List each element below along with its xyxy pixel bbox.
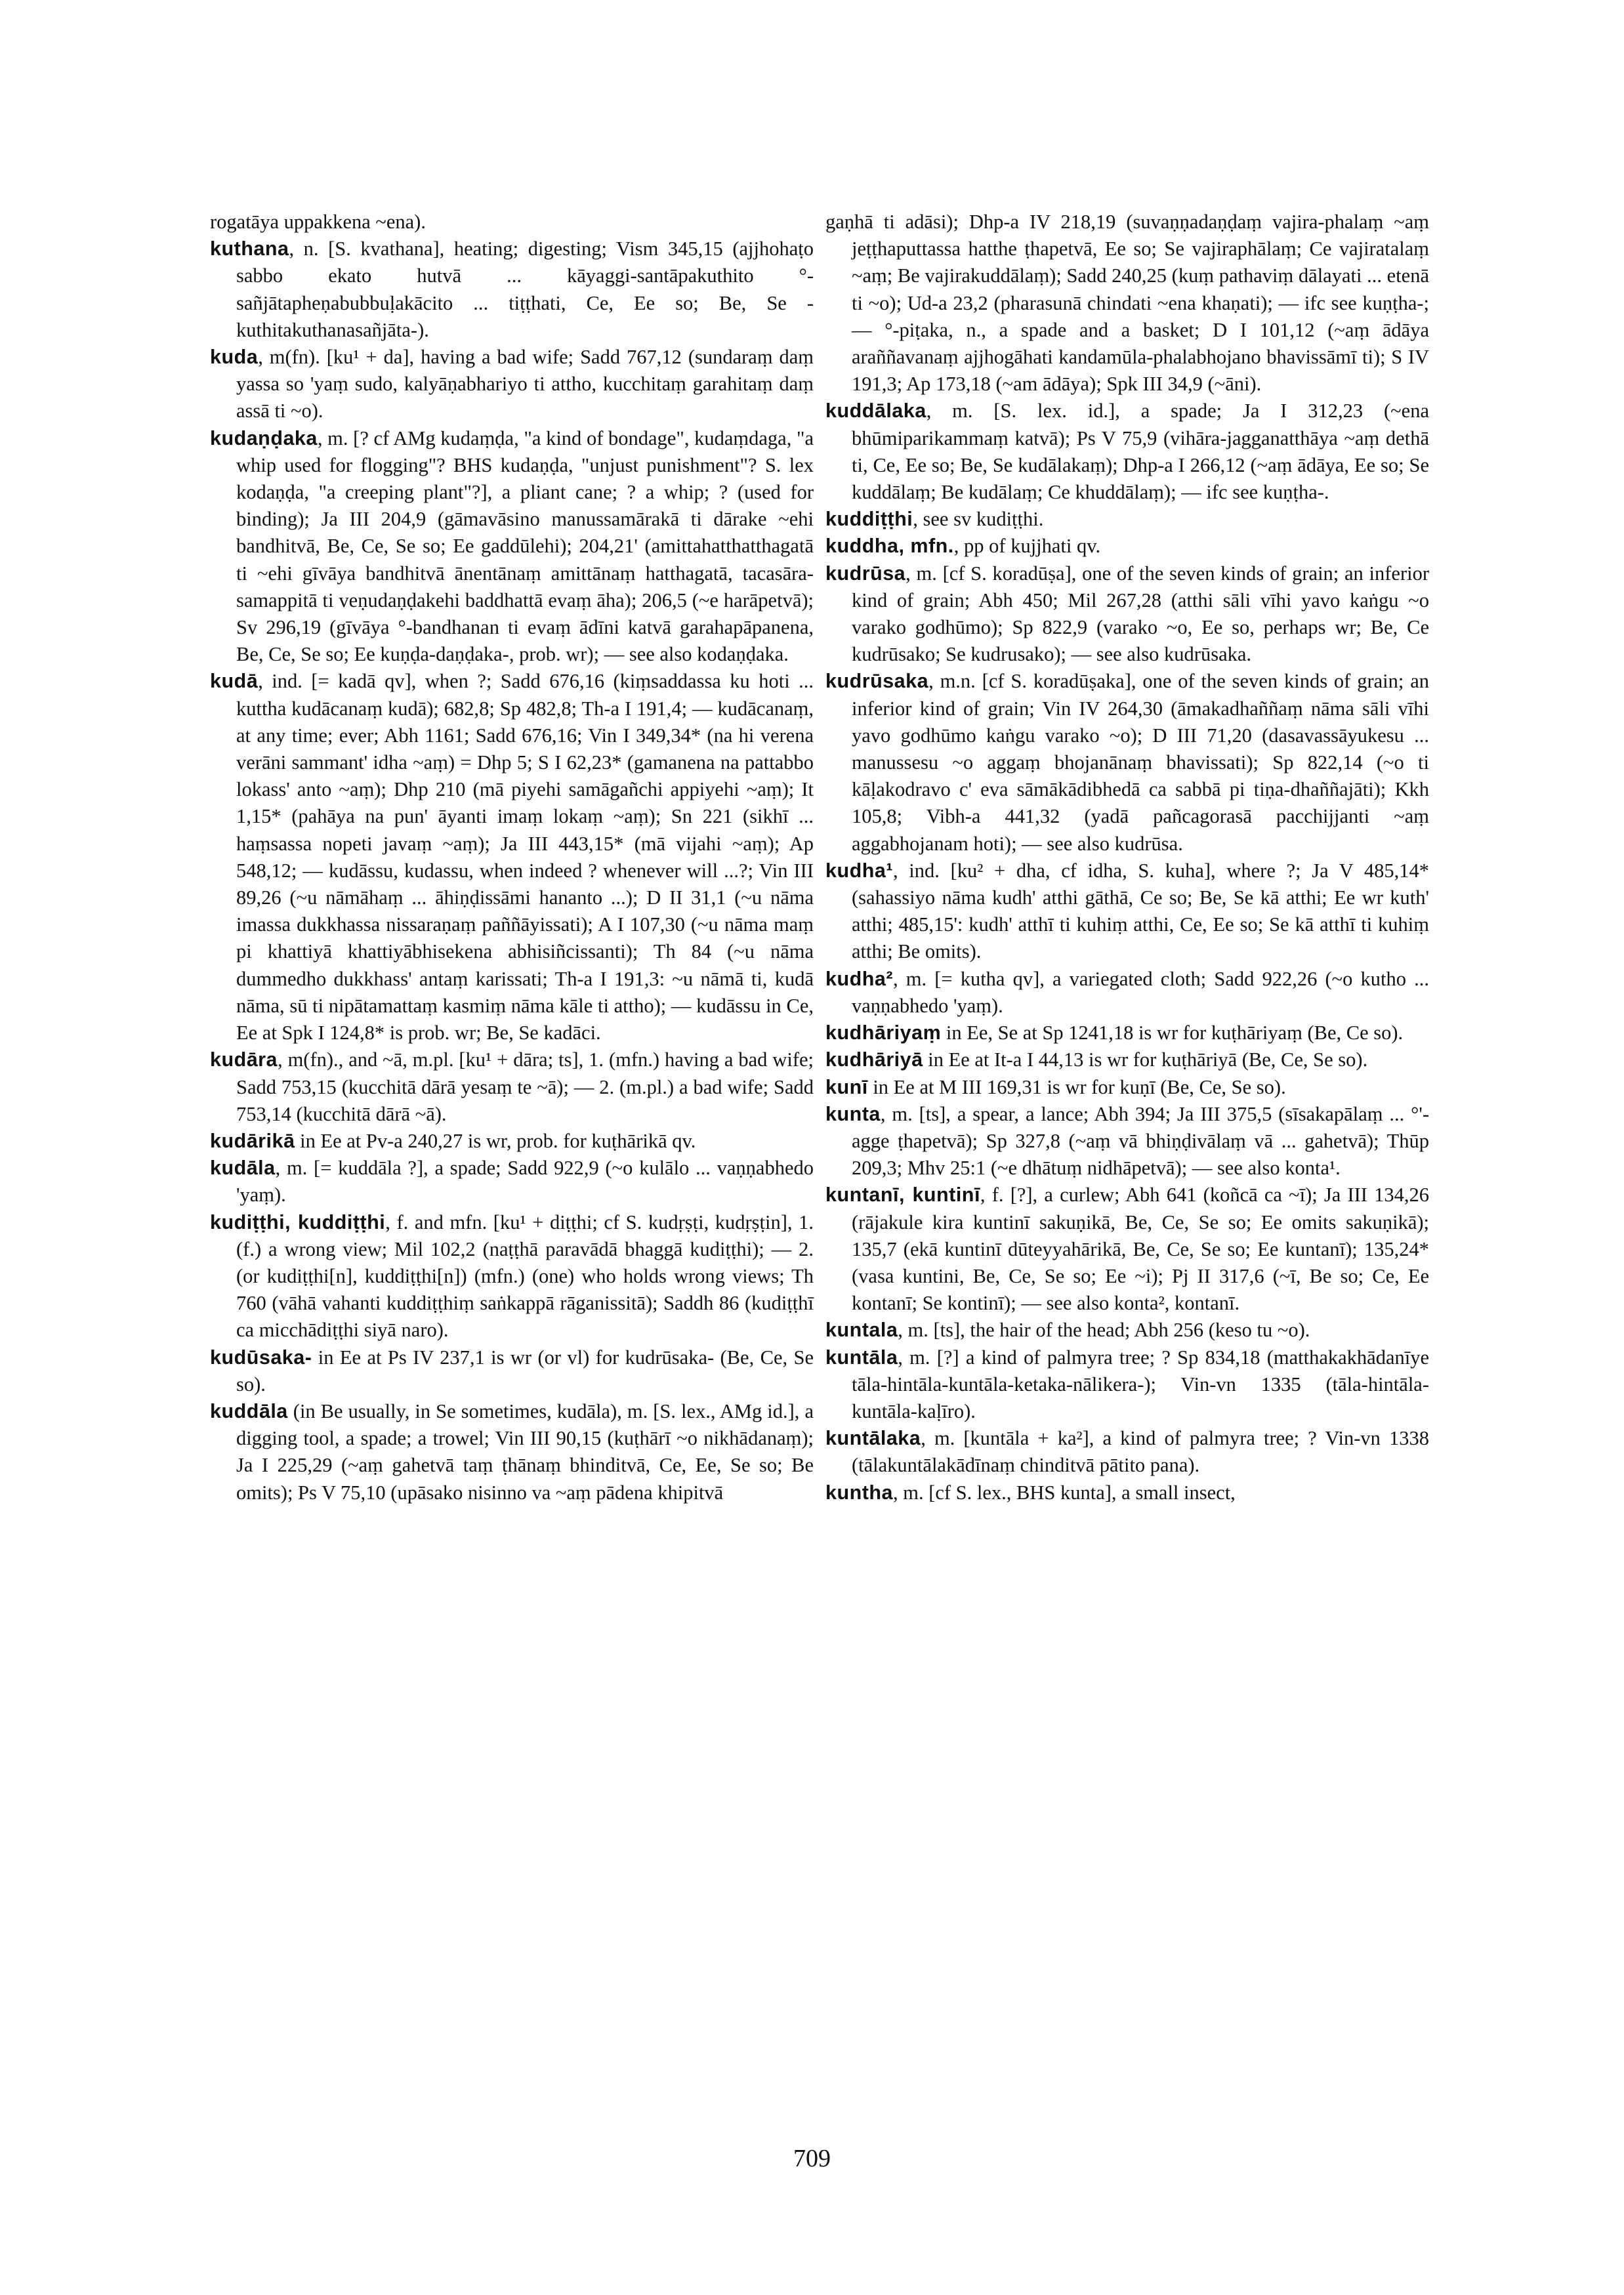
headword: kuddālaka [825, 400, 927, 423]
entry-kudara: kudāra, m(fn)., and ~ā, m.pl. [ku¹ + dāra; ts], 1. (mfn.) having a bad wife; Sadd 753,15 (kucchitā dārā yesaṃ te ~ā); — 2. (m.pl.) a bad wife; Sadd 753,14 (kucchitā dārā ~ā). [210, 1048, 814, 1125]
entry-kuntala-tree: kuntāla, m. [?] a kind of palmyra tree; ? Sp 834,18 (matthakakhādanīye tāla-hintāla-kuntāla-ketaka-nālikera-); Vin-vn 1335 (tāla-hintāla-kuntāla-kaḷīro). [825, 1346, 1429, 1422]
entry-kudhariyam: kudhāriyaṃ in Ee, Se at Sp 1241,18 is wr for kuṭhāriyaṃ (Be, Ce so). [825, 1022, 1404, 1044]
headword: kudāra [210, 1048, 278, 1071]
entry-kuda-ind: kudā, ind. [= kadā qv], when ?; Sadd 676,16 (kiṃsaddassa ku hoti ... kuttha kudācanaṃ kudā); 682,8; Sp 482,8; Th-a I 191,4; — kudācanaṃ, at any time; ever; Abh 1161; Sadd 676,16; Vin I 349,34* (na hi verena verāni sammant' idha ~aṃ) = Dhp 5; S I 62,23* (gamanena na pattabbo lokass' anto ~aṃ); Dhp 210 (mā piyehi samāgañchi appiyehi ~aṃ); It 1,15* (pahāya na pun' āyanti imaṃ lokaṃ ~aṃ); Sn 221 (sikhī ... haṃsassa nopeti javaṃ ~aṃ); Ja III 443,15* (mā vijahi ~aṃ); Ap 548,12; — kudāssu, kudassu, when indeed ? whenever will ...?; Vin III 89,26 (~u nāmāhaṃ ... āhiṇḍissāmi hananto ...); D II 31,1 (~u nāma imassa dukkhassa nissaraṇaṃ paññāyissati); A I 107,30 (~u nāma maṃ pi khattiyā khattiyābhisekena abhisiñcissanti); Th 84 (~u nāma dummedho dukkhass' antaṃ karissati; Th-a I 191,3: ~u nāmā ti, kudā nāma, sū ti nipātamattaṃ kasmiṃ nāma kāle ti attho); — kudāssu in Ce, Ee at Spk I 124,8* is prob. wr; Be, Se kadāci. [210, 670, 814, 1044]
entry-kudhariya: kudhāriyā in Ee at It-a I 44,13 is wr for kuṭhāriyā (Be, Ce, Se so). [825, 1048, 1368, 1071]
entry-kudditthi: kuddiṭṭhi, see sv kudiṭṭhi. [825, 508, 1044, 531]
entry-kudusaka: kudūsaka- in Ee at Ps IV 237,1 is wr (or vl) for kudrūsaka- (Be, Ce, Se so). [210, 1346, 814, 1396]
entry-kudandaka: kudaṇḍaka, m. [? cf AMg kudaṃḍa, "a kind of bondage", kudaṃdaga, "a whip used for flogging"? BHS kudaṇḍa, "unjust punishment"? S. lex kodaṇḍa, "a creeping plant"?], a pliant cane; ? a whip; ? (used for binding); Ja III 204,9 (gāmavāsino manussamārakā ti dārake ~ehi bandhitvā, Be, Ce, Se so; Ee gaddūlehi); 204,21' (amittahatthatthagatā ti ~ehi gīvāya bandhitvā ānentānaṃ amittānaṃ hatthagatā, tacasāra-samappitā ti veṇudaṇḍakehi baddhattā evaṃ āha); 206,5 (~e harāpetvā); Sv 296,19 (gīvāya °-bandhanan ti evaṃ ādīni katvā garahapāpanena, Be, Ce, Se so; Ee kuṇḍa-daṇḍaka-, prob. wr); — see also kodaṇḍaka. [210, 426, 814, 666]
entry-continuation: rogatāya uppakkena ~ena). [210, 211, 426, 233]
headword: kudaṇḍaka [210, 426, 318, 449]
entry-kuni: kunī in Ee at M III 169,31 is wr for kuṇī (Be, Ce, Se so). [825, 1075, 1286, 1098]
headword: kudiṭṭhi, kuddiṭṭhi [210, 1210, 386, 1233]
headword: kuthana [210, 238, 289, 260]
headword: kudha¹ [825, 859, 893, 882]
entry-kudarika: kudārikā in Ee at Pv-a 240,27 is wr, prob. for kuṭhārikā qv. [210, 1129, 696, 1152]
entry-kuda: kuda, m(fn). [ku¹ + da], having a bad wife; Sadd 767,12 (sundaraṃ daṃ yassa so 'yaṃ sudo, kalyāṇabhariyo ti attho, kucchitaṃ garahitaṃ daṃ assā ti ~o). [210, 346, 814, 423]
headword: kuddiṭṭhi [825, 508, 913, 531]
entry-kunta: kunta, m. [ts], a spear, a lance; Abh 394; Ja III 375,5 (sīsakapālaṃ ... °'-agge ṭhapetvā); Sp 327,8 (~aṃ vā bhiṇḍivālaṃ vā ... gahetvā); Thūp 209,3; Mhv 25:1 (~e dhātuṃ nidhāpetvā); — see also konta¹. [825, 1102, 1429, 1180]
headword: kudha² [825, 967, 893, 990]
entry-kuddalaka: kuddālaka, m. [S. lex. id.], a spade; Ja I 312,23 (~ena bhūmiparikammaṃ katvā); Ps V 75,9 (vihāra-jagganatthāya ~aṃ dethā ti, Ce, Ee so; Be, Se kudālakaṃ); Dhp-a I 266,12 (~aṃ ādāya, Ee so; Se kuddālaṃ; Be kudālaṃ; Ce khuddālaṃ); — ifc see kuṇṭha-. [825, 400, 1429, 504]
entry-kuntala: kuntala, m. [ts], the hair of the head; Abh 256 (keso tu ~o). [825, 1319, 1310, 1342]
headword: kudrūsa [825, 562, 906, 585]
headword: kunta [825, 1102, 881, 1125]
headword: kudā [210, 670, 259, 693]
headword: kuddāla [210, 1399, 288, 1422]
headword: kudārikā [210, 1129, 295, 1152]
entry-kuntani: kuntanī, kuntinī, f. [?], a curlew; Abh 641 (koñcā ca ~ī); Ja III 134,26 (rājakule kira kuntinī sakuṇikā, Be, Ce, Se so; Ee omits sakuṇikā); 135,7 (ekā kuntinī dūteyyahārikā, Be, Ce, Se so; Ee kuntanī); 135,24* (vasa kuntini, Be, Ce, Se so; Ee ~i); Pj II 317,6 (~ī, Be so; Ce, Ee kontanī; Se kontinī); — see also konta², kontanī. [825, 1184, 1429, 1315]
entry-kuddala-continued: gaṇhā ti adāsi); Dhp-a IV 218,19 (suvaṇṇadaṇḍaṃ vajira-phalaṃ ~aṃ jeṭṭhaputtassa hatthe ṭhapetvā, Ee so; Se vajiraphālaṃ; Ce vajiratalaṃ ~aṃ; Be vajirakuddālaṃ); Sadd 240,25 (kuṃ pathaviṃ dālayati ... etenā ti ~o); Ud-a 23,2 (pharasunā chindati ~ena khaṇati); — ifc see kuṇṭha-; — °-piṭaka, n., a spade and a basket; D I 101,12 (~aṃ ādāya araññavanaṃ ajjhogāhati kandamūla-phalabhojano bhavissāmī ti); S IV 191,3; Ap 173,18 (~am ādāya); Spk III 34,9 (~āni). [825, 211, 1429, 396]
headword: kudrūsaka [825, 670, 929, 693]
headword: kudhāriyaṃ [825, 1022, 942, 1044]
entry-kudrusaka: kudrūsaka, m.n. [cf S. koradūṣaka], one of the seven kinds of grain; an inferior kind of grain; Vin IV 264,30 (āmakadhaññaṃ nāma sāli vīhi yavo godhūmo kaṅgu varako ~o); D III 71,20 (dasavassāyukesu ... manussesu ~o aggaṃ bhojanānaṃ bhavissati); Sp 822,14 (~o ti kāḷakodravo c' eva sāmākādibhedā ca sabbā pi tiṇa-dhaññajāti); Kkh 105,8; Vibh-a 441,32 (yadā pañcagorasā pacchijjanti ~aṃ aggabhojanam hoti); — see also kudrūsa. [825, 670, 1429, 855]
headword: kudūsaka- [210, 1346, 312, 1369]
right-column [825, 209, 1429, 1506]
entry-kudha-1: kudha¹, ind. [ku² + dha, cf idha, S. kuha], where ?; Ja V 485,14* (sahassiyo nāma kudh' atthi gāthā, Ce so; Be, Se kā atthi; Ee wr kuth' atthi; 485,15': kudh' atthī ti kuhiṃ atthi, Ce, Ee so; Se kā atthī ti kuhiṃ atthi; Be omits). [825, 859, 1429, 963]
headword: kuntha [825, 1481, 893, 1504]
page-number: 709 [793, 2145, 831, 2172]
entry-kuddha: kuddha, mfn., pp of kujjhati qv. [825, 535, 1101, 558]
headword: kuddha, mfn. [825, 535, 954, 558]
headword: kudhāriyā [825, 1048, 923, 1071]
headword: kunī [825, 1075, 868, 1098]
headword: kuda [210, 346, 259, 369]
entry-kuntha: kuntha, m. [cf S. lex., BHS kunta], a small insect, [825, 1481, 1236, 1504]
entry-kuntalaka: kuntālaka, m. [kuntāla + ka²], a kind of palmyra tree; ? Vin-vn 1338 (tālakuntālakādīnaṃ chinditvā pātito pana). [825, 1427, 1429, 1477]
headword: kudāla [210, 1157, 276, 1180]
entry-kudala: kudāla, m. [= kuddāla ?], a spade; Sadd 922,9 (~o kulālo ... vaṇṇabhedo 'yaṃ). [210, 1157, 814, 1207]
headword: kuntala [825, 1319, 898, 1342]
entry-kudrusa: kudrūsa, m. [cf S. koradūṣa], one of the seven kinds of grain; an inferior kind of grain; Abh 450; Mil 267,28 (atthi sāli vīhi yavo kaṅgu ~o varako godhūmo); Sp 822,9 (varako ~o, Ee so, perhaps wr; Be, Ce kudrūsako; Se kudrusako); — see also kudrūsaka. [825, 562, 1429, 666]
entry-kuddala: kuddāla (in Be usually, in Se sometimes, kudāla), m. [S. lex., AMg id.], a digging tool, a spade; a trowel; Vin III 90,15 (kuṭhārī ~o nikhādanaṃ); Ja I 225,29 (~aṃ gahetvā taṃ ṭhānaṃ bhinditvā, Ce, Ee, Se so; Be omits); Ps V 75,10 (upāsako nisinno va ~aṃ pādena khipitvā [210, 1399, 814, 1504]
headword: kuntālaka [825, 1427, 921, 1450]
entry-kuthana: kuthana, n. [S. kvathana], heating; digesting; Vism 345,15 (ajjhohaṭo sabbo ekato hutvā ... kāyaggi-santāpakuthito °-sañjātapheṇabubbuḷakācito ... tiṭṭhati, Ce, Ee so; Be, Se -kuthitakuthanasañjāta-). [210, 238, 814, 341]
entry-kudha-2: kudha², m. [= kutha qv], a variegated cloth; Sadd 922,26 (~o kutho ... vaṇṇabhedo 'yaṃ). [825, 967, 1429, 1017]
headword: kuntāla [825, 1346, 898, 1369]
headword: kuntanī, kuntinī [825, 1184, 980, 1207]
entry-kuditthi: kudiṭṭhi, kuddiṭṭhi, f. and mfn. [ku¹ + diṭṭhi; cf S. kudṛṣṭi, kudṛṣṭin], 1. (f.) a wrong view; Mil 102,2 (naṭṭhā paravādā bhaggā kudiṭṭhi); — 2. (or kudiṭṭhi[n], kuddiṭṭhi[n]) (mfn.) (one) who holds wrong views; Th 760 (vāhā vahanti kuddiṭṭhiṃ saṅkappā rāganissitā); Saddh 86 (kudiṭṭhī ca micchādiṭṭhi siyā naro). [210, 1210, 814, 1342]
left-column [210, 209, 814, 1506]
